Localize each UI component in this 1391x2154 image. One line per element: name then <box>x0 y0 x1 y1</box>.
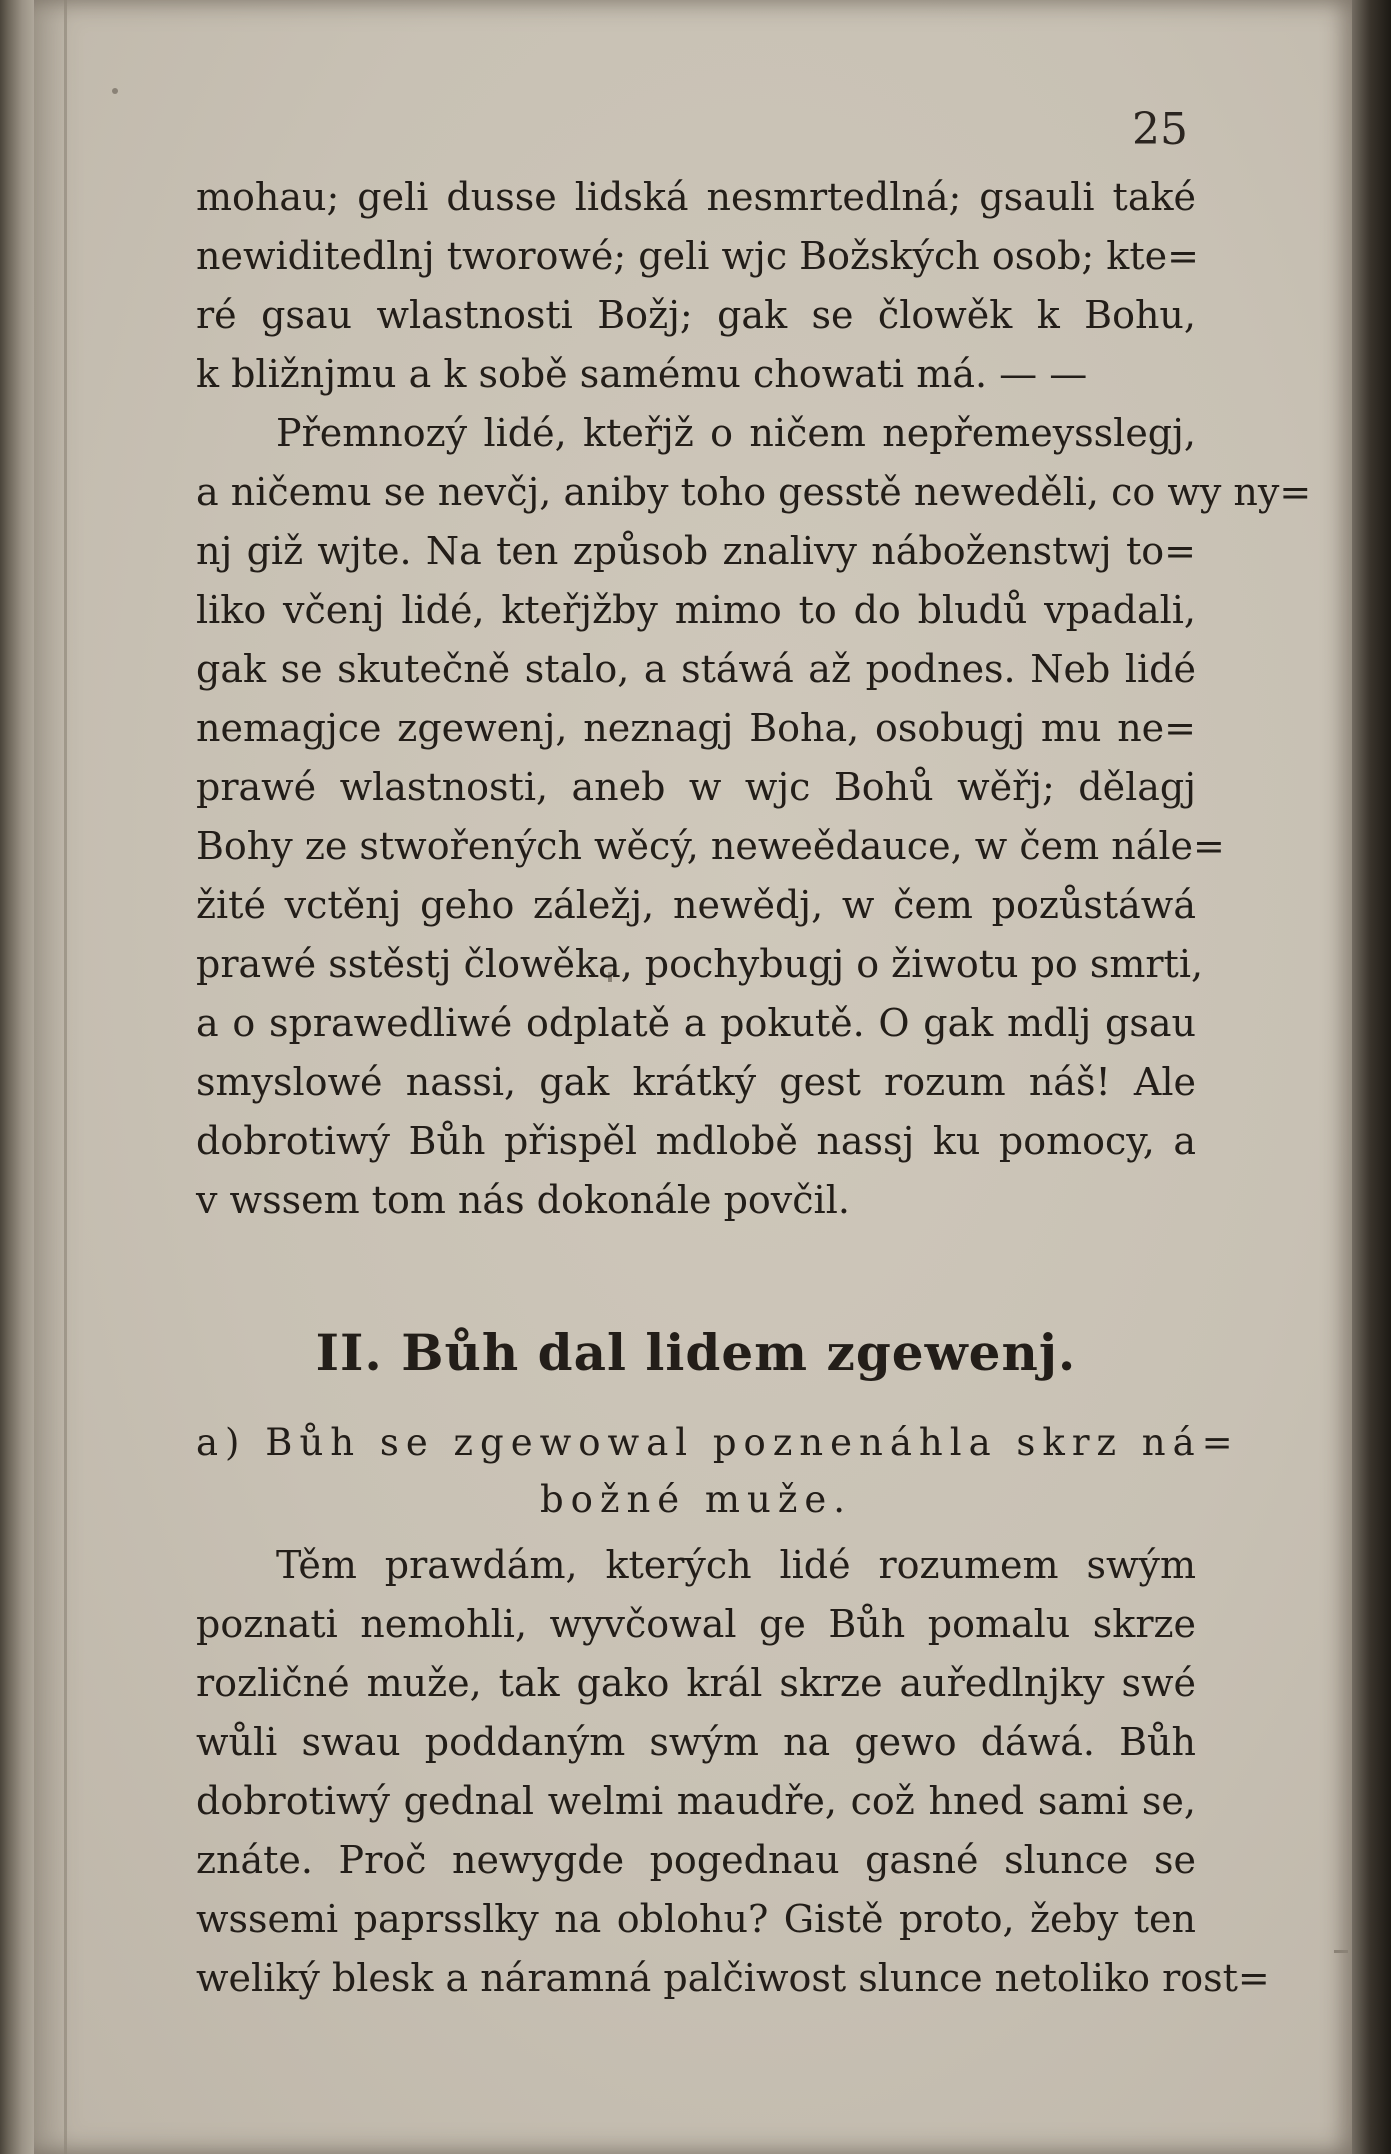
text-line: k bližnjmu a k sobě samému chowati má. — — <box>196 352 1088 396</box>
text-line: Těm prawdám, kterých lidé rozumem swým <box>276 1543 1196 1587</box>
text-line: newiditedlnj tworowé; geli wjc Božských osob; kte= <box>196 234 1199 278</box>
text-line: v wssem tom nás dokonále povčil. <box>196 1178 850 1222</box>
text-line: prawé wlastnosti, aneb w wjc Bohů wěřj; dělagj <box>196 765 1196 809</box>
text-line: wůli swau poddaným swým na gewo dáwá. Bůh <box>196 1720 1196 1764</box>
text-line: prawé sstěstj člowěka, pochybugj o žiwotu po smrti, <box>196 942 1204 986</box>
page-gutter <box>64 0 67 2154</box>
page-speck <box>112 88 118 94</box>
text-line: mohau; geli dusse lidská nesmrtedlná; gsauli také <box>196 175 1196 219</box>
subsection-heading-line: a) Bůh se zgewowal poznenáhla skrz ná= <box>196 1421 1240 1464</box>
body-text-top <box>196 168 1312 1230</box>
text-line: wssemi paprsslky na oblohu? Gistě proto, žeby ten <box>196 1897 1196 1941</box>
text-line: a o sprawedliwé odplatě a pokutě. O gak mdlj gsau <box>196 1001 1196 1045</box>
subsection-heading <box>196 1414 1240 1528</box>
text-line: nj giž wjte. Na ten způsob znalivy náboženstwj to= <box>196 529 1196 573</box>
body-text-bottom <box>196 1536 1270 2008</box>
text-line: gak se skutečně stalo, a stáwá až podnes. Neb lidé <box>196 647 1196 691</box>
text-line: smyslowé nassi, gak krátký gest rozum náš! Ale <box>196 1060 1196 1104</box>
text-line: Přemnozý lidé, kteřjž o ničem nepřemeysslegj, <box>276 411 1196 455</box>
text-line: dobrotiwý gednal welmi maudře, což hned sami se, <box>196 1779 1196 1823</box>
text-line: nemagjce zgewenj, neznagj Boha, osobugj mu ne= <box>196 706 1196 750</box>
text-line: liko včenj lidé, kteřjžby mimo to do bludů vpadali, <box>196 588 1196 632</box>
text-line: znáte. Proč newygde pogednau gasné slunce se <box>196 1838 1196 1882</box>
text-line: weliký blesk a náramná palčiwost slunce netoliko rost= <box>196 1956 1270 2000</box>
page-speck <box>1334 1950 1348 1953</box>
text-line: žité vctěnj geho záležj, newědj, w čem pozůstáwá <box>196 883 1196 927</box>
text-line: poznati nemohli, wyvčowal ge Bůh pomalu skrze <box>196 1602 1196 1646</box>
text-line: Bohy ze stwořených wěcý, neweědauce, w čem nále= <box>196 824 1225 868</box>
text-line: dobrotiwý Bůh přispěl mdlobě nassj ku pomocy, a <box>196 1119 1196 1163</box>
section-heading: II. Bůh dal lidem zgewenj. <box>315 1323 1077 1382</box>
text-line: a ničemu se nevčj, aniby toho gesstě neweděli, co wy ny= <box>196 470 1312 514</box>
subsection-heading-line: božné muže. <box>539 1478 852 1521</box>
text-line: rozličné muže, tak gako král skrze auředlnjky swé <box>196 1661 1196 1705</box>
text-line: ré gsau wlastnosti Božj; gak se člowěk k Bohu, <box>196 293 1196 337</box>
page-number: 25 <box>1132 104 1188 155</box>
